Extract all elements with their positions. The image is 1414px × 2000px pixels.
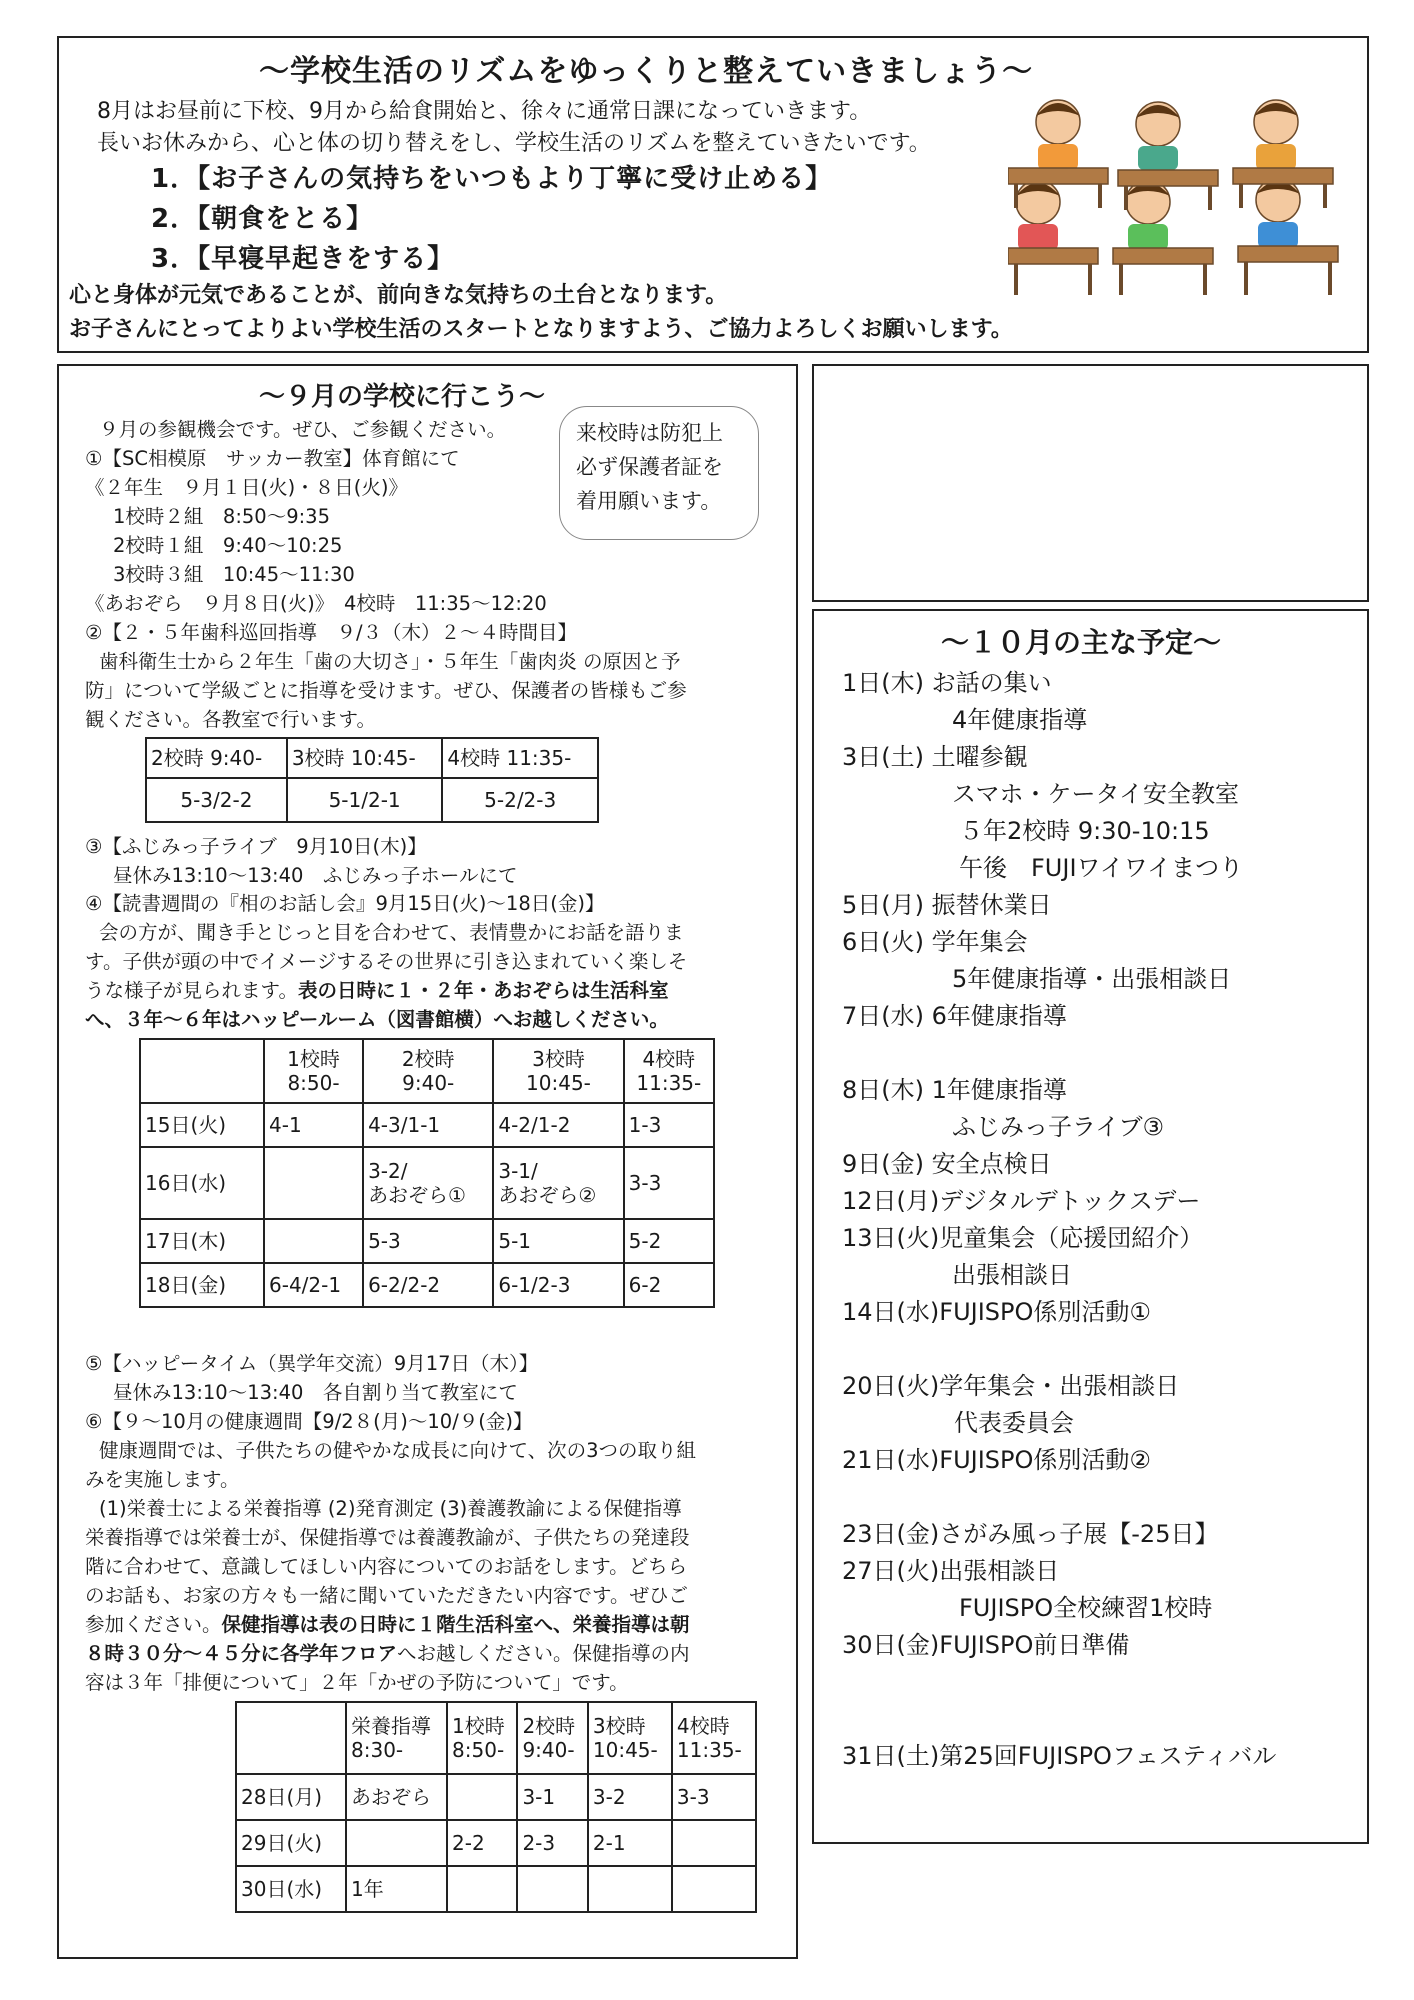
note-line-1: 来校時は防犯上 — [576, 421, 723, 445]
intro-title: 〜学校生活のリズムをゆっくりと整えていきましょう〜 — [259, 54, 1034, 89]
reading-heading: ④【読書週間の『相のお話し会』9月15日(火)〜18日(金)】 — [85, 892, 605, 915]
schedule-line: 27日(火)出張相談日 — [842, 1557, 1060, 1585]
reading-date: 18日(金) — [140, 1263, 264, 1307]
dental-cell: 5-1/2-1 — [287, 778, 443, 822]
reading-body-2: す。子供が頭の中でイメージするその世界に引き込まれていく楽しそ — [85, 950, 688, 973]
dental-body-3: 観ください。各教室で行います。 — [85, 708, 376, 731]
schedule-line: 23日(金)さがみ風っ子展【-25日】 — [842, 1520, 1219, 1548]
schedule-line: 13日(火)児童集会（応援団紹介） — [842, 1224, 1204, 1252]
table-row — [236, 1774, 756, 1820]
schedule-line: スマホ・ケータイ安全教室 — [952, 780, 1240, 808]
reading-cell: 6-2 — [624, 1263, 714, 1307]
classroom-children-illustration — [1008, 90, 1348, 300]
reading-cell: 5-1 — [493, 1219, 623, 1263]
table-row — [140, 1263, 714, 1307]
health-body-3: (1)栄養士による栄養指導 (2)発育測定 (3)養護教諭による保健指導 — [99, 1497, 682, 1520]
health-cell — [588, 1866, 672, 1912]
reading-date: 16日(水) — [140, 1147, 264, 1219]
dental-cell: 5-3/2-2 — [146, 778, 287, 822]
reading-cell: 6-1/2-3 — [493, 1263, 623, 1307]
dental-table — [145, 737, 599, 823]
reading-body-4: へ、３年〜６年はハッピールーム（図書館横）へお越しください。 — [85, 1008, 669, 1031]
health-date: 29日(火) — [236, 1820, 346, 1866]
table-row — [236, 1820, 756, 1866]
health-cell — [672, 1820, 756, 1866]
reading-cell: 5-2 — [624, 1219, 714, 1263]
september-section — [57, 364, 798, 1959]
reading-col-header: 2校時 9:40- — [363, 1039, 493, 1103]
health-col-header: 栄養指導 8:30- — [346, 1702, 447, 1774]
health-cell: 2-3 — [517, 1820, 587, 1866]
happy-time-heading: ⑤【ハッピータイム（異学年交流）9月17日（木）】 — [85, 1352, 539, 1375]
schedule-line: FUJISPO全校練習1校時 — [959, 1594, 1213, 1622]
october-schedule-section — [812, 609, 1369, 1844]
health-cell — [447, 1774, 517, 1820]
health-body-2: みを実施します。 — [85, 1468, 240, 1491]
health-body-6: のお話も、お家の方々も一緒に聞いていただきたい内容です。ぜひご — [85, 1584, 688, 1607]
reading-cell: 4-1 — [264, 1103, 363, 1147]
soccer-slot-1: 1校時２組 8:50〜9:35 — [113, 505, 330, 528]
health-body-7: 参加ください。保健指導は表の日時に１階生活科室へ、栄養指導は朝 — [85, 1613, 690, 1636]
reading-date: 17日(木) — [140, 1219, 264, 1263]
schedule-line: 8日(木) 1年健康指導 — [842, 1076, 1067, 1104]
dental-body-1: 歯科衛生士から２年生「歯の大切さ」・５年生「歯肉炎 の原因と予 — [99, 650, 681, 673]
reading-cell: 6-4/2-1 — [264, 1263, 363, 1307]
september-title: 〜９月の学校に行こう〜 — [259, 382, 546, 412]
reading-body-1: 会の方が、聞き手とじっと目を合わせて、表情豊かにお話を語りま — [99, 921, 684, 944]
soccer-slot-3: 3校時３組 10:45〜11:30 — [113, 563, 355, 586]
health-col-header: 2校時 9:40- — [517, 1702, 587, 1774]
intro-line-2: 長いお休みから、心と体の切り替えをし、学校生活のリズムを整えていきたいです。 — [97, 131, 931, 156]
health-cell — [517, 1866, 587, 1912]
reading-cell: 4-3/1-1 — [363, 1103, 493, 1147]
soccer-grade: 《２年生 ９月１日(火)・８日(火)》 — [85, 476, 408, 499]
schedule-line: 5日(月) 振替休業日 — [842, 891, 1052, 919]
schedule-line: ５年2校時 9:30-10:15 — [959, 817, 1210, 845]
schedule-line: 5年健康指導・出張相談日 — [952, 965, 1232, 993]
reading-table — [139, 1038, 715, 1308]
schedule-line: 6日(火) 学年集会 — [842, 928, 1028, 956]
health-body-8: ８時３０分〜４５分に各学年フロアへお越しください。保健指導の内 — [85, 1642, 690, 1665]
schedule-line: 1日(木) お話の集い — [842, 669, 1052, 697]
note-line-3: 着用願います。 — [576, 489, 722, 513]
reading-cell: 5-3 — [363, 1219, 493, 1263]
reading-corner — [140, 1039, 264, 1103]
table-row — [140, 1103, 714, 1147]
table-row — [140, 1147, 714, 1219]
dental-cell: 5-2/2-3 — [442, 778, 598, 822]
reading-col-header: 4校時 11:35- — [624, 1039, 714, 1103]
table-row — [140, 1219, 714, 1263]
dental-heading: ②【２・５年歯科巡回指導 ９/３（木）２〜４時間目】 — [85, 621, 578, 644]
health-body-4: 栄養指導では栄養士が、保健指導では養護教諭が、子供たちの発達段 — [85, 1526, 690, 1549]
reading-col-header: 3校時 10:45- — [493, 1039, 623, 1103]
blank-panel — [812, 364, 1369, 602]
note-line-2: 必ず保護者証を — [576, 455, 723, 479]
health-body-9: 容は３年「排便について」２年「かぜの予防について」です。 — [85, 1671, 629, 1694]
reading-cell: 6-2/2-2 — [363, 1263, 493, 1307]
health-table — [235, 1701, 757, 1913]
soccer-slot-2: 2校時１組 9:40〜10:25 — [113, 534, 343, 557]
reading-cell: 4-2/1-2 — [493, 1103, 623, 1147]
health-body-1: 健康週間では、子供たちの健やかな成長に向けて、次の3つの取り組 — [99, 1439, 697, 1462]
intro-line-1: 8月はお昼前に下校、9月から給食開始と、徐々に通常日課になっていきます。 — [97, 99, 872, 124]
schedule-line: 21日(水)FUJISPO係別活動② — [842, 1446, 1151, 1474]
schedule-line: 31日(土)第25回FUJISPOフェスティバル — [842, 1742, 1277, 1770]
happy-time-body: 昼休み13:10〜13:40 各自割り当て教室にて — [113, 1381, 518, 1404]
health-cell: 1年 — [346, 1866, 447, 1912]
schedule-line: 12日(月)デジタルデトックスデー — [842, 1187, 1201, 1215]
schedule-line: 30日(金)FUJISPO前日準備 — [842, 1631, 1130, 1659]
live-heading: ③【ふじみっ子ライブ 9月10日(木)】 — [85, 835, 427, 858]
dental-body-2: 防」について学級ごとに指導を受けます。ぜひ、保護者の皆様もご参 — [85, 679, 687, 702]
reading-cell — [264, 1147, 363, 1219]
october-title: 〜１０月の主な予定〜 — [941, 626, 1222, 659]
schedule-line: 代表委員会 — [954, 1409, 1074, 1437]
health-body-5: 階に合わせて、意識してほしい内容についてのお話をします。どちら — [85, 1555, 688, 1578]
health-corner — [236, 1702, 346, 1774]
health-col-header: 4校時 11:35- — [672, 1702, 756, 1774]
health-col-header: 1校時 8:50- — [447, 1702, 517, 1774]
schedule-line: 14日(水)FUJISPO係別活動① — [842, 1298, 1151, 1326]
intro-closing-1: 心と身体が元気であることが、前向きな気持ちの土台となります。 — [69, 283, 728, 308]
health-cell: あおぞら — [346, 1774, 447, 1820]
schedule-line: ふじみっ子ライブ③ — [952, 1113, 1165, 1141]
reading-date: 15日(火) — [140, 1103, 264, 1147]
schedule-line: 出張相談日 — [952, 1261, 1072, 1289]
health-col-header: 3校時 10:45- — [588, 1702, 672, 1774]
schedule-line: 7日(水) 6年健康指導 — [842, 1002, 1067, 1030]
health-cell: 3-1 — [517, 1774, 587, 1820]
schedule-line: 9日(金) 安全点検日 — [842, 1150, 1052, 1178]
intro-item-3: 3．【早寝早起きをする】 — [151, 244, 455, 274]
health-date: 30日(水) — [236, 1866, 346, 1912]
reading-cell: 3-3 — [624, 1147, 714, 1219]
reading-cell: 1-3 — [624, 1103, 714, 1147]
security-note-bubble — [559, 406, 759, 540]
reading-body-3: うな様子が見られます。表の日時に１・２年・あおぞらは生活科室 — [85, 979, 669, 1002]
intro-item-1: 1．【お子さんの気持ちをいつもより丁寧に受け止める】 — [151, 164, 833, 194]
health-cell: 2-1 — [588, 1820, 672, 1866]
reading-cell — [264, 1219, 363, 1263]
health-cell: 2-2 — [447, 1820, 517, 1866]
schedule-line: 4年健康指導 — [952, 706, 1088, 734]
soccer-aozora: 《あおぞら ９月８日(火)》 4校時 11:35〜12:20 — [85, 592, 547, 615]
dental-col-header: 2校時 9:40- — [146, 738, 287, 778]
health-week-heading: ⑥【９〜10月の健康週間【9/2８(月)〜10/９(金)】 — [85, 1410, 533, 1433]
reading-cell: 3-1/ あおぞら② — [493, 1147, 623, 1219]
health-cell: 3-2 — [588, 1774, 672, 1820]
health-cell — [447, 1866, 517, 1912]
health-cell: 3-3 — [672, 1774, 756, 1820]
health-cell — [346, 1820, 447, 1866]
schedule-line: 20日(火)学年集会・出張相談日 — [842, 1372, 1180, 1400]
september-intro: ９月の参観機会です。ぜひ、ご参観ください。 — [99, 418, 507, 441]
health-cell — [672, 1866, 756, 1912]
soccer-heading: ①【SC相模原 サッカー教室】体育館にて — [85, 447, 460, 470]
reading-cell: 3-2/ あおぞら① — [363, 1147, 493, 1219]
dental-col-header: 4校時 11:35- — [442, 738, 598, 778]
reading-col-header: 1校時 8:50- — [264, 1039, 363, 1103]
table-row — [236, 1866, 756, 1912]
live-body: 昼休み13:10〜13:40 ふじみっ子ホールにて — [113, 864, 518, 887]
intro-closing-2: お子さんにとってよりよい学校生活のスタートとなりますよう、ご協力よろしくお願いします。 — [69, 317, 1013, 342]
schedule-line: 午後 FUJIワイワイまつり — [959, 854, 1244, 882]
intro-item-2: 2．【朝食をとる】 — [151, 204, 374, 234]
dental-col-header: 3校時 10:45- — [287, 738, 443, 778]
health-date: 28日(月) — [236, 1774, 346, 1820]
schedule-line: 3日(土) 土曜参観 — [842, 743, 1028, 771]
